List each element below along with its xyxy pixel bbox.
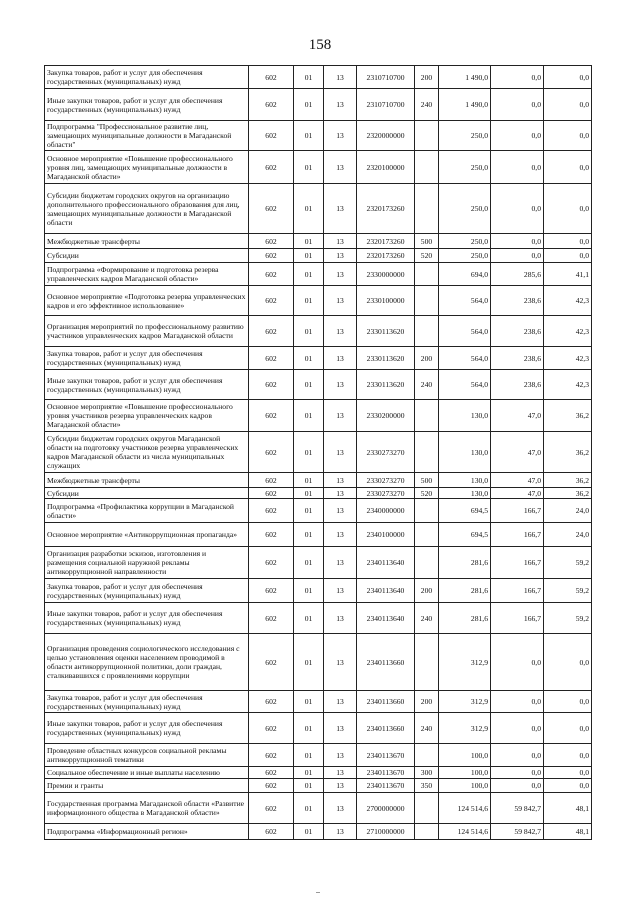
cell-name: Иные закупки товаров, работ и услуг для обеспечения государственных (муниципальных) нужд <box>45 370 249 400</box>
cell-percent: 36,2 <box>544 473 592 488</box>
cell-subsection-code: 13 <box>324 184 357 234</box>
cell-actual-amount: 47,0 <box>491 400 544 432</box>
table-row <box>45 779 592 793</box>
cell-plan-amount: 100,0 <box>439 767 491 779</box>
cell-target-article: 2340000000 <box>357 499 415 523</box>
cell-subsection-code: 13 <box>324 634 357 691</box>
cell-subsection-code: 13 <box>324 370 357 400</box>
table-row <box>45 547 592 579</box>
cell-target-article: 2340113660 <box>357 713 415 744</box>
cell-ved-code: 602 <box>249 579 294 603</box>
cell-target-article: 2700000000 <box>357 793 415 824</box>
cell-actual-amount: 285,6 <box>491 263 544 286</box>
cell-actual-amount: 47,0 <box>491 488 544 499</box>
cell-section-code: 01 <box>294 744 324 767</box>
cell-subsection-code: 13 <box>324 744 357 767</box>
cell-name: Основное мероприятие «Подготовка резерва управленческих кадров и его эффективное использование» <box>45 286 249 316</box>
cell-section-code: 01 <box>294 263 324 286</box>
cell-section-code: 01 <box>294 184 324 234</box>
cell-expense-type: 240 <box>415 603 439 634</box>
cell-section-code: 01 <box>294 499 324 523</box>
table-row <box>45 691 592 713</box>
cell-ved-code: 602 <box>249 713 294 744</box>
cell-target-article: 2310710700 <box>357 89 415 121</box>
cell-plan-amount: 312,9 <box>439 691 491 713</box>
cell-name: Проведение областных конкурсов социальной рекламы антикоррупционной тематики <box>45 744 249 767</box>
cell-ved-code: 602 <box>249 89 294 121</box>
cell-subsection-code: 13 <box>324 121 357 151</box>
cell-target-article: 2340113670 <box>357 767 415 779</box>
cell-section-code: 01 <box>294 316 324 347</box>
cell-ved-code: 602 <box>249 234 294 249</box>
table-row <box>45 347 592 370</box>
cell-plan-amount: 250,0 <box>439 249 491 263</box>
cell-section-code: 01 <box>294 89 324 121</box>
cell-subsection-code: 13 <box>324 249 357 263</box>
cell-subsection-code: 13 <box>324 89 357 121</box>
cell-target-article: 2340113670 <box>357 779 415 793</box>
cell-name: Субсидии <box>45 249 249 263</box>
cell-name: Иные закупки товаров, работ и услуг для обеспечения государственных (муниципальных) нужд <box>45 713 249 744</box>
cell-actual-amount: 0,0 <box>491 66 544 89</box>
cell-subsection-code: 13 <box>324 66 357 89</box>
cell-ved-code: 602 <box>249 432 294 473</box>
cell-actual-amount: 0,0 <box>491 151 544 184</box>
cell-subsection-code: 13 <box>324 488 357 499</box>
cell-plan-amount: 564,0 <box>439 347 491 370</box>
cell-target-article: 2310710700 <box>357 66 415 89</box>
cell-ved-code: 602 <box>249 547 294 579</box>
table-row <box>45 249 592 263</box>
cell-actual-amount: 238,6 <box>491 286 544 316</box>
cell-name: Субсидии <box>45 488 249 499</box>
cell-expense-type: 200 <box>415 691 439 713</box>
table-row <box>45 316 592 347</box>
table-row <box>45 634 592 691</box>
page-mark <box>316 892 320 893</box>
cell-section-code: 01 <box>294 400 324 432</box>
cell-name: Закупка товаров, работ и услуг для обеспечения государственных (муниципальных) нужд <box>45 66 249 89</box>
table-row <box>45 286 592 316</box>
cell-section-code: 01 <box>294 779 324 793</box>
cell-name: Государственная программа Магаданской области «Развитие информационного общества в Магаданской области» <box>45 793 249 824</box>
cell-expense-type <box>415 824 439 840</box>
cell-subsection-code: 13 <box>324 793 357 824</box>
cell-percent: 0,0 <box>544 744 592 767</box>
cell-ved-code: 602 <box>249 779 294 793</box>
cell-target-article: 2330000000 <box>357 263 415 286</box>
cell-actual-amount: 0,0 <box>491 691 544 713</box>
cell-plan-amount: 281,6 <box>439 547 491 579</box>
cell-plan-amount: 124 514,6 <box>439 793 491 824</box>
cell-name: Подпрограмма "Профессиональное развитие лиц, замещающих муниципальные должности в Магаданской области" <box>45 121 249 151</box>
cell-name: Подпрограмма «Информационный регион» <box>45 824 249 840</box>
cell-name: Межбюджетные трансферты <box>45 234 249 249</box>
cell-expense-type <box>415 547 439 579</box>
cell-name: Организация разработки эскизов, изготовления и размещения социальной наружной рекламы антикоррупционной направленности <box>45 547 249 579</box>
cell-target-article: 2340113660 <box>357 691 415 713</box>
table-row <box>45 184 592 234</box>
cell-actual-amount: 166,7 <box>491 499 544 523</box>
cell-target-article: 2330273270 <box>357 488 415 499</box>
table-row <box>45 523 592 547</box>
cell-target-article: 2330100000 <box>357 286 415 316</box>
cell-actual-amount: 166,7 <box>491 603 544 634</box>
cell-actual-amount: 59 842,7 <box>491 793 544 824</box>
cell-expense-type: 240 <box>415 713 439 744</box>
cell-name: Основное мероприятие «Повышение профессионального уровня участников резерва управленческих кадров Магаданской области» <box>45 400 249 432</box>
cell-subsection-code: 13 <box>324 234 357 249</box>
cell-ved-code: 602 <box>249 347 294 370</box>
cell-target-article: 2320173260 <box>357 249 415 263</box>
cell-expense-type <box>415 432 439 473</box>
cell-actual-amount: 0,0 <box>491 234 544 249</box>
cell-ved-code: 602 <box>249 499 294 523</box>
cell-plan-amount: 130,0 <box>439 400 491 432</box>
cell-plan-amount: 250,0 <box>439 151 491 184</box>
cell-name: Основное мероприятие «Антикоррупционная пропаганда» <box>45 523 249 547</box>
cell-plan-amount: 312,9 <box>439 634 491 691</box>
cell-expense-type <box>415 316 439 347</box>
cell-percent: 0,0 <box>544 634 592 691</box>
cell-target-article: 2330113620 <box>357 370 415 400</box>
cell-target-article: 2320000000 <box>357 121 415 151</box>
cell-percent: 0,0 <box>544 713 592 744</box>
cell-expense-type: 300 <box>415 767 439 779</box>
cell-ved-code: 602 <box>249 691 294 713</box>
cell-name: Закупка товаров, работ и услуг для обеспечения государственных (муниципальных) нужд <box>45 579 249 603</box>
cell-plan-amount: 130,0 <box>439 488 491 499</box>
cell-subsection-code: 13 <box>324 523 357 547</box>
cell-subsection-code: 13 <box>324 151 357 184</box>
cell-plan-amount: 694,5 <box>439 499 491 523</box>
cell-section-code: 01 <box>294 488 324 499</box>
cell-ved-code: 602 <box>249 249 294 263</box>
cell-name: Субсидии бюджетам городских округов Магаданской области на подготовку участников резерва управленческих кадров Магаданской области из числа муниципальных служащих <box>45 432 249 473</box>
cell-subsection-code: 13 <box>324 286 357 316</box>
cell-expense-type <box>415 184 439 234</box>
cell-expense-type <box>415 263 439 286</box>
cell-percent: 59,2 <box>544 603 592 634</box>
cell-expense-type <box>415 634 439 691</box>
cell-plan-amount: 130,0 <box>439 473 491 488</box>
cell-percent: 0,0 <box>544 184 592 234</box>
table-row <box>45 66 592 89</box>
cell-subsection-code: 13 <box>324 579 357 603</box>
cell-actual-amount: 0,0 <box>491 89 544 121</box>
page-number: 158 <box>308 37 332 53</box>
cell-actual-amount: 166,7 <box>491 523 544 547</box>
cell-section-code: 01 <box>294 473 324 488</box>
cell-target-article: 2320173260 <box>357 234 415 249</box>
cell-percent: 0,0 <box>544 234 592 249</box>
cell-ved-code: 602 <box>249 473 294 488</box>
cell-section-code: 01 <box>294 793 324 824</box>
cell-actual-amount: 238,6 <box>491 316 544 347</box>
cell-actual-amount: 47,0 <box>491 473 544 488</box>
cell-actual-amount: 0,0 <box>491 121 544 151</box>
cell-section-code: 01 <box>294 66 324 89</box>
cell-ved-code: 602 <box>249 263 294 286</box>
cell-subsection-code: 13 <box>324 473 357 488</box>
cell-name: Закупка товаров, работ и услуг для обеспечения государственных (муниципальных) нужд <box>45 347 249 370</box>
cell-expense-type <box>415 121 439 151</box>
cell-actual-amount: 166,7 <box>491 579 544 603</box>
cell-expense-type: 240 <box>415 89 439 121</box>
cell-expense-type: 200 <box>415 347 439 370</box>
cell-actual-amount: 47,0 <box>491 432 544 473</box>
cell-ved-code: 602 <box>249 523 294 547</box>
cell-target-article: 2340113640 <box>357 547 415 579</box>
cell-expense-type <box>415 400 439 432</box>
cell-actual-amount: 238,6 <box>491 370 544 400</box>
cell-percent: 36,2 <box>544 488 592 499</box>
cell-plan-amount: 694,5 <box>439 523 491 547</box>
cell-plan-amount: 100,0 <box>439 779 491 793</box>
cell-plan-amount: 281,6 <box>439 579 491 603</box>
cell-percent: 42,3 <box>544 316 592 347</box>
cell-percent: 48,1 <box>544 824 592 840</box>
cell-plan-amount: 130,0 <box>439 432 491 473</box>
cell-section-code: 01 <box>294 286 324 316</box>
cell-section-code: 01 <box>294 713 324 744</box>
cell-section-code: 01 <box>294 767 324 779</box>
cell-plan-amount: 1 490,0 <box>439 89 491 121</box>
cell-actual-amount: 0,0 <box>491 744 544 767</box>
cell-name: Подпрограмма «Профилактика коррупции в Магаданской области» <box>45 499 249 523</box>
cell-name: Подпрограмма «Формирование и подготовка резерва управленческих кадров Магаданской области» <box>45 263 249 286</box>
cell-section-code: 01 <box>294 634 324 691</box>
table-row <box>45 824 592 840</box>
cell-name: Закупка товаров, работ и услуг для обеспечения государственных (муниципальных) нужд <box>45 691 249 713</box>
cell-actual-amount: 0,0 <box>491 184 544 234</box>
cell-target-article: 2340113660 <box>357 634 415 691</box>
cell-subsection-code: 13 <box>324 400 357 432</box>
cell-subsection-code: 13 <box>324 824 357 840</box>
cell-percent: 42,3 <box>544 347 592 370</box>
cell-subsection-code: 13 <box>324 499 357 523</box>
cell-percent: 0,0 <box>544 151 592 184</box>
cell-name: Субсидии бюджетам городских округов на организацию дополнительного профессионального образования для лиц, замещающих муниципальные должности в Магаданской области <box>45 184 249 234</box>
cell-subsection-code: 13 <box>324 713 357 744</box>
cell-percent: 0,0 <box>544 767 592 779</box>
cell-target-article: 2710000000 <box>357 824 415 840</box>
table-row <box>45 400 592 432</box>
cell-section-code: 01 <box>294 121 324 151</box>
cell-name: Социальное обеспечение и иные выплаты населению <box>45 767 249 779</box>
cell-name: Основное мероприятие «Повышение профессионального уровня лиц, замещающих муниципальные должности в Магаданской области» <box>45 151 249 184</box>
cell-expense-type: 200 <box>415 66 439 89</box>
cell-percent: 59,2 <box>544 547 592 579</box>
cell-target-article: 2340100000 <box>357 523 415 547</box>
cell-expense-type: 200 <box>415 579 439 603</box>
cell-name: Премии и гранты <box>45 779 249 793</box>
table-row <box>45 234 592 249</box>
cell-plan-amount: 564,0 <box>439 286 491 316</box>
cell-ved-code: 602 <box>249 370 294 400</box>
cell-subsection-code: 13 <box>324 547 357 579</box>
cell-ved-code: 602 <box>249 66 294 89</box>
cell-percent: 0,0 <box>544 691 592 713</box>
cell-actual-amount: 0,0 <box>491 713 544 744</box>
cell-expense-type: 500 <box>415 473 439 488</box>
cell-plan-amount: 124 514,6 <box>439 824 491 840</box>
cell-target-article: 2330113620 <box>357 347 415 370</box>
table-row <box>45 793 592 824</box>
cell-ved-code: 602 <box>249 400 294 432</box>
table-row <box>45 473 592 488</box>
table-row <box>45 499 592 523</box>
cell-plan-amount: 281,6 <box>439 603 491 634</box>
cell-section-code: 01 <box>294 151 324 184</box>
table-row <box>45 151 592 184</box>
cell-ved-code: 602 <box>249 634 294 691</box>
cell-expense-type: 350 <box>415 779 439 793</box>
cell-ved-code: 602 <box>249 286 294 316</box>
cell-subsection-code: 13 <box>324 347 357 370</box>
cell-target-article: 2340113640 <box>357 603 415 634</box>
cell-subsection-code: 13 <box>324 263 357 286</box>
cell-ved-code: 602 <box>249 488 294 499</box>
cell-target-article: 2340113670 <box>357 744 415 767</box>
cell-section-code: 01 <box>294 691 324 713</box>
cell-subsection-code: 13 <box>324 603 357 634</box>
cell-percent: 36,2 <box>544 400 592 432</box>
cell-plan-amount: 100,0 <box>439 744 491 767</box>
cell-target-article: 2320100000 <box>357 151 415 184</box>
cell-subsection-code: 13 <box>324 316 357 347</box>
cell-target-article: 2330200000 <box>357 400 415 432</box>
cell-name: Иные закупки товаров, работ и услуг для обеспечения государственных (муниципальных) нужд <box>45 603 249 634</box>
table-row <box>45 603 592 634</box>
cell-percent: 24,0 <box>544 523 592 547</box>
cell-actual-amount: 0,0 <box>491 634 544 691</box>
cell-ved-code: 602 <box>249 184 294 234</box>
cell-subsection-code: 13 <box>324 779 357 793</box>
cell-expense-type <box>415 286 439 316</box>
cell-section-code: 01 <box>294 824 324 840</box>
cell-expense-type <box>415 151 439 184</box>
cell-ved-code: 602 <box>249 793 294 824</box>
cell-percent: 42,3 <box>544 370 592 400</box>
cell-plan-amount: 250,0 <box>439 121 491 151</box>
cell-subsection-code: 13 <box>324 432 357 473</box>
cell-ved-code: 602 <box>249 824 294 840</box>
table-row <box>45 121 592 151</box>
cell-expense-type: 520 <box>415 488 439 499</box>
cell-plan-amount: 564,0 <box>439 370 491 400</box>
cell-expense-type: 520 <box>415 249 439 263</box>
table-row <box>45 767 592 779</box>
cell-expense-type <box>415 744 439 767</box>
cell-expense-type <box>415 793 439 824</box>
cell-ved-code: 602 <box>249 121 294 151</box>
table-row <box>45 263 592 286</box>
cell-target-article: 2330113620 <box>357 316 415 347</box>
table-row <box>45 488 592 499</box>
cell-name: Организация мероприятий по профессиональному развитию участников управленческих кадров Магаданской области <box>45 316 249 347</box>
cell-section-code: 01 <box>294 603 324 634</box>
cell-ved-code: 602 <box>249 603 294 634</box>
cell-section-code: 01 <box>294 370 324 400</box>
cell-plan-amount: 312,9 <box>439 713 491 744</box>
cell-expense-type: 240 <box>415 370 439 400</box>
cell-expense-type <box>415 499 439 523</box>
cell-actual-amount: 166,7 <box>491 547 544 579</box>
cell-ved-code: 602 <box>249 151 294 184</box>
table-row <box>45 579 592 603</box>
cell-subsection-code: 13 <box>324 691 357 713</box>
cell-expense-type <box>415 523 439 547</box>
cell-actual-amount: 238,6 <box>491 347 544 370</box>
table-row <box>45 370 592 400</box>
cell-plan-amount: 1 490,0 <box>439 66 491 89</box>
cell-percent: 42,3 <box>544 286 592 316</box>
cell-ved-code: 602 <box>249 767 294 779</box>
cell-actual-amount: 0,0 <box>491 767 544 779</box>
cell-target-article: 2330273270 <box>357 432 415 473</box>
cell-percent: 0,0 <box>544 779 592 793</box>
cell-subsection-code: 13 <box>324 767 357 779</box>
cell-ved-code: 602 <box>249 316 294 347</box>
table-row <box>45 89 592 121</box>
cell-target-article: 2330273270 <box>357 473 415 488</box>
cell-percent: 59,2 <box>544 579 592 603</box>
cell-section-code: 01 <box>294 523 324 547</box>
table-row <box>45 713 592 744</box>
cell-ved-code: 602 <box>249 744 294 767</box>
cell-actual-amount: 59 842,7 <box>491 824 544 840</box>
cell-expense-type: 500 <box>415 234 439 249</box>
cell-section-code: 01 <box>294 432 324 473</box>
table-row <box>45 432 592 473</box>
cell-percent: 48,1 <box>544 793 592 824</box>
cell-percent: 36,2 <box>544 432 592 473</box>
cell-section-code: 01 <box>294 249 324 263</box>
cell-plan-amount: 250,0 <box>439 234 491 249</box>
cell-percent: 0,0 <box>544 66 592 89</box>
cell-percent: 0,0 <box>544 249 592 263</box>
cell-plan-amount: 564,0 <box>439 316 491 347</box>
cell-section-code: 01 <box>294 547 324 579</box>
cell-target-article: 2340113640 <box>357 579 415 603</box>
cell-section-code: 01 <box>294 347 324 370</box>
cell-section-code: 01 <box>294 579 324 603</box>
cell-name: Иные закупки товаров, работ и услуг для обеспечения государственных (муниципальных) нужд <box>45 89 249 121</box>
cell-percent: 0,0 <box>544 121 592 151</box>
cell-actual-amount: 0,0 <box>491 779 544 793</box>
cell-target-article: 2320173260 <box>357 184 415 234</box>
cell-plan-amount: 250,0 <box>439 184 491 234</box>
cell-percent: 41,1 <box>544 263 592 286</box>
cell-percent: 0,0 <box>544 89 592 121</box>
cell-name: Межбюджетные трансферты <box>45 473 249 488</box>
cell-actual-amount: 0,0 <box>491 249 544 263</box>
cell-section-code: 01 <box>294 234 324 249</box>
cell-plan-amount: 694,0 <box>439 263 491 286</box>
budget-table <box>44 65 592 840</box>
cell-name: Организация проведения социологического исследования с целью установления оценки населением проводимой в области антикоррупционной политики, доли граждан, сталкивавшихся с проявлениями коррупции <box>45 634 249 691</box>
table-row <box>45 744 592 767</box>
cell-percent: 24,0 <box>544 499 592 523</box>
